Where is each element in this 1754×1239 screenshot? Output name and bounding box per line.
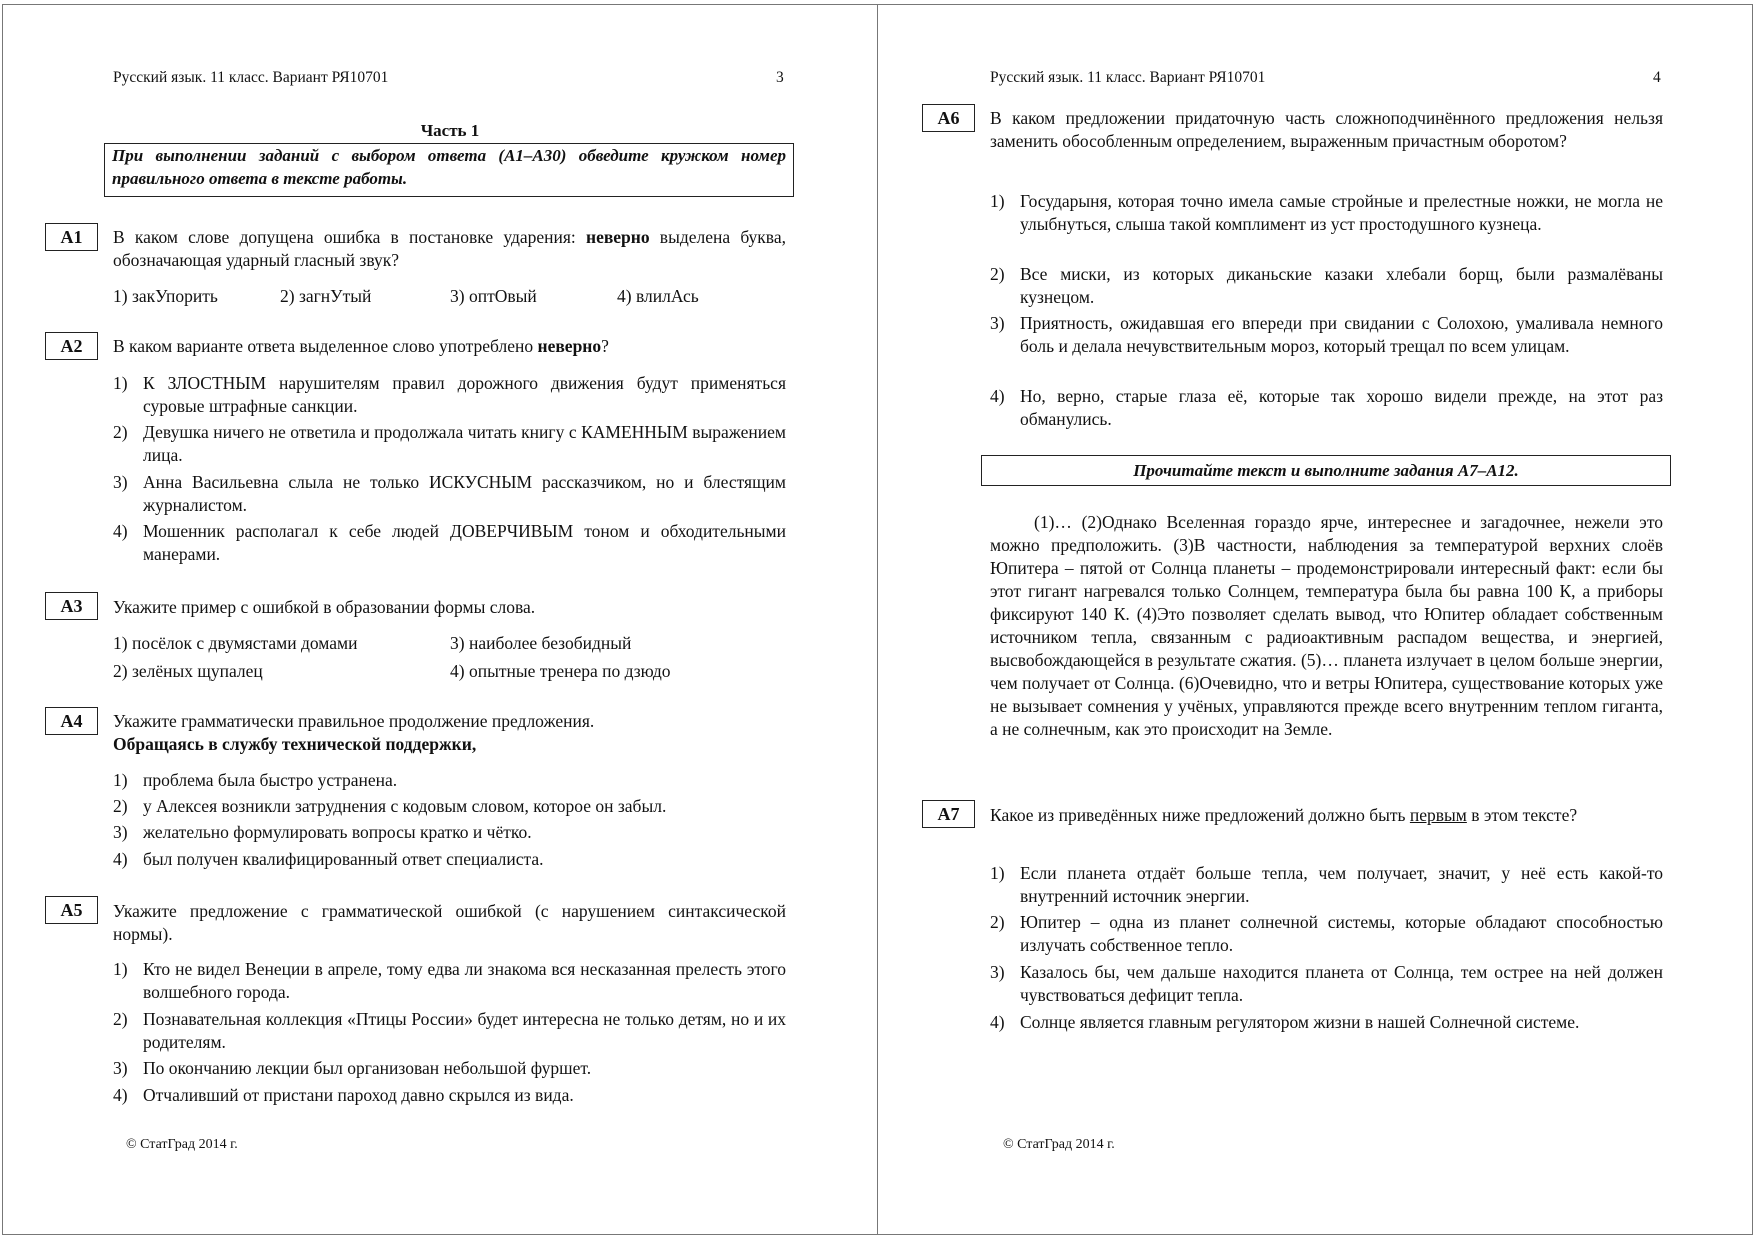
question-a7-text: Какое из приведённых ниже предложений должно быть первым в этом тексте? xyxy=(990,805,1578,825)
question-label-a7: А7 xyxy=(922,800,975,828)
part-title: Часть 1 xyxy=(420,121,480,140)
a6-option-2[interactable]: 2) Все миски, из которых диканьские казаки хлебали борщ, были размалёваны кузнецом. xyxy=(990,264,1663,307)
page-footer: © СтатГрад 2014 г. xyxy=(126,1137,238,1152)
question-a6-text: В каком предложении придаточную часть сложноподчинённого предложения нельзя заменить обособленным определением, выраженным причастным оборотом? xyxy=(990,108,1663,151)
a6-option-4[interactable]: 4) Но, верно, старые глаза её, которые так хорошо видели прежде, на этот раз обманулись. xyxy=(990,386,1663,429)
a7-option-1[interactable]: 1) Если планета отдаёт больше тепла, чем получает, значит, у неё есть какой-то внутренний источник энергии. xyxy=(990,863,1663,906)
a5-option-1[interactable]: 1) Кто не видел Венеции в апреле, тому едва ли знакома вся несказанная прелесть этого волшебного города. xyxy=(113,959,786,1002)
question-a4-prompt: Укажите грамматически правильное продолжение предложения. xyxy=(113,711,595,731)
a7-option-3[interactable]: 3) Казалось бы, чем дальше находится планета от Солнца, тем острее на ней должен чувствоваться дефицит тепла. xyxy=(990,962,1663,1005)
a5-option-4[interactable]: 4) Отчаливший от пристани пароход давно скрылся из вида. xyxy=(113,1085,574,1105)
a3-option-3[interactable]: 3) наиболее безобидный xyxy=(450,633,632,653)
a4-option-1[interactable]: 1) проблема была быстро устранена. xyxy=(113,770,398,790)
a5-option-3[interactable]: 3) По окончанию лекции был организован небольшой фуршет. xyxy=(113,1058,592,1078)
right-page xyxy=(877,0,1754,1239)
a2-option-1[interactable]: 1) К ЗЛОСТНЫМ нарушителям правил дорожного движения будут применяться суровые штрафные санкции. xyxy=(113,373,786,416)
question-a3-text: Укажите пример с ошибкой в образовании формы слова. xyxy=(113,597,536,617)
instruction-box: При выполнении заданий с выбором ответа (А1–А30) обведите кружком номер правильного ответа в тексте работы. xyxy=(104,143,794,197)
a4-option-4[interactable]: 4) был получен квалифицированный ответ специалиста. xyxy=(113,849,544,869)
a2-option-3[interactable]: 3) Анна Васильевна слыла не только ИСКУСНЫМ рассказчиком, но и блестящим журналистом. xyxy=(113,472,786,515)
a5-option-2[interactable]: 2) Познавательная коллекция «Птицы России» будет интересна не только детям, но и их родителям. xyxy=(113,1009,786,1052)
a6-option-1[interactable]: 1) Государыня, которая точно имела самые стройные и прелестные ножки, не могла не улыбнуться, слыша такой комплимент из уст простодушного кузнеца. xyxy=(990,191,1663,234)
question-a4-text xyxy=(113,710,786,756)
question-label-a1: А1 xyxy=(45,223,98,251)
question-a1-text: В каком слове допущена ошибка в постановке ударения: неверно выделена буква, обозначающая ударный гласный звук? xyxy=(113,227,786,270)
a1-option-3[interactable]: 3) оптОвый xyxy=(450,286,537,306)
a3-option-1[interactable]: 1) посёлок с двумястами домами xyxy=(113,633,358,653)
a4-option-3[interactable]: 3) желательно формулировать вопросы кратко и чётко. xyxy=(113,822,532,842)
a3-option-4[interactable]: 4) опытные тренера по дзюдо xyxy=(450,661,671,681)
question-label-a4: А4 xyxy=(45,707,98,735)
a2-option-2[interactable]: 2) Девушка ничего не ответила и продолжала читать книгу с КАМЕННЫМ выражением лица. xyxy=(113,422,786,465)
reading-passage: (1)… (2)Однако Вселенная гораздо ярче, интереснее и загадочнее, нежели это можно предположить. (3)В частности, наблюдения за температурой верхних слоёв Юпитера – пятой от Солнца планеты – продемонстрировали интересный факт: если бы этот гигант нагревался только Солнцем, температура была бы равна 100 К, а приборы фиксируют 140 К. (4)Это позволяет сделать вывод, что Юпитер обладает собственным источником тепла, связанным с радиоактивным распадом вещества, и энергией, высвобождающейся в результате сжатия. (5)… планета излучает в целом больше энергии, чем получает от Солнца. (6)Очевидно, что и ветры Юпитера, существование которых уже не вызывает сомнения у учёных, управляются прежде всего внутренним теплом гиганта, а не солнечным, как это происходит на Земле. xyxy=(990,512,1663,739)
question-a4-bold: Обращаясь в службу технической поддержки, xyxy=(113,734,477,754)
question-label-a5: А5 xyxy=(45,896,98,924)
question-label-a2: А2 xyxy=(45,332,98,360)
page-footer: © СтатГрад 2014 г. xyxy=(1003,1137,1115,1152)
question-label-a3: А3 xyxy=(45,592,98,620)
a1-option-1[interactable]: 1) закУпорить xyxy=(113,286,218,306)
page-header: Русский язык. 11 класс. Вариант РЯ10701 xyxy=(990,69,1266,86)
a1-option-4[interactable]: 4) влилАсь xyxy=(617,286,699,306)
question-a5-text: Укажите предложение с грамматической ошибкой (с нарушением синтаксической нормы). xyxy=(113,901,786,944)
question-label-a6: А6 xyxy=(922,104,975,132)
page-number: 3 xyxy=(776,69,784,86)
a7-option-2[interactable]: 2) Юпитер – одна из планет солнечной системы, которые обладают способностью излучать собственное тепло. xyxy=(990,912,1663,955)
page-header: Русский язык. 11 класс. Вариант РЯ10701 xyxy=(113,69,389,86)
a4-option-2[interactable]: 2) у Алексея возникли затруднения с кодовым словом, которое он забыл. xyxy=(113,796,667,816)
page-number: 4 xyxy=(1653,69,1661,86)
a7-option-4[interactable]: 4) Солнце является главным регулятором жизни в нашей Солнечной системе. xyxy=(990,1012,1580,1032)
a6-option-3[interactable]: 3) Приятность, ожидавшая его впереди при свидании с Солохою, умаливала немного боль и делала нечувствительным мороз, который трещал по всем улицам. xyxy=(990,313,1663,356)
a3-option-2[interactable]: 2) зелёных щупалец xyxy=(113,661,263,681)
question-a2-text: В каком варианте ответа выделенное слово употреблено неверно? xyxy=(113,336,609,356)
read-text-instruction: Прочитайте текст и выполните задания А7–А12. xyxy=(981,455,1671,486)
a1-option-2[interactable]: 2) загнУтый xyxy=(280,286,372,306)
a2-option-4[interactable]: 4) Мошенник располагал к себе людей ДОВЕРЧИВЫМ тоном и обходительными манерами. xyxy=(113,521,786,564)
